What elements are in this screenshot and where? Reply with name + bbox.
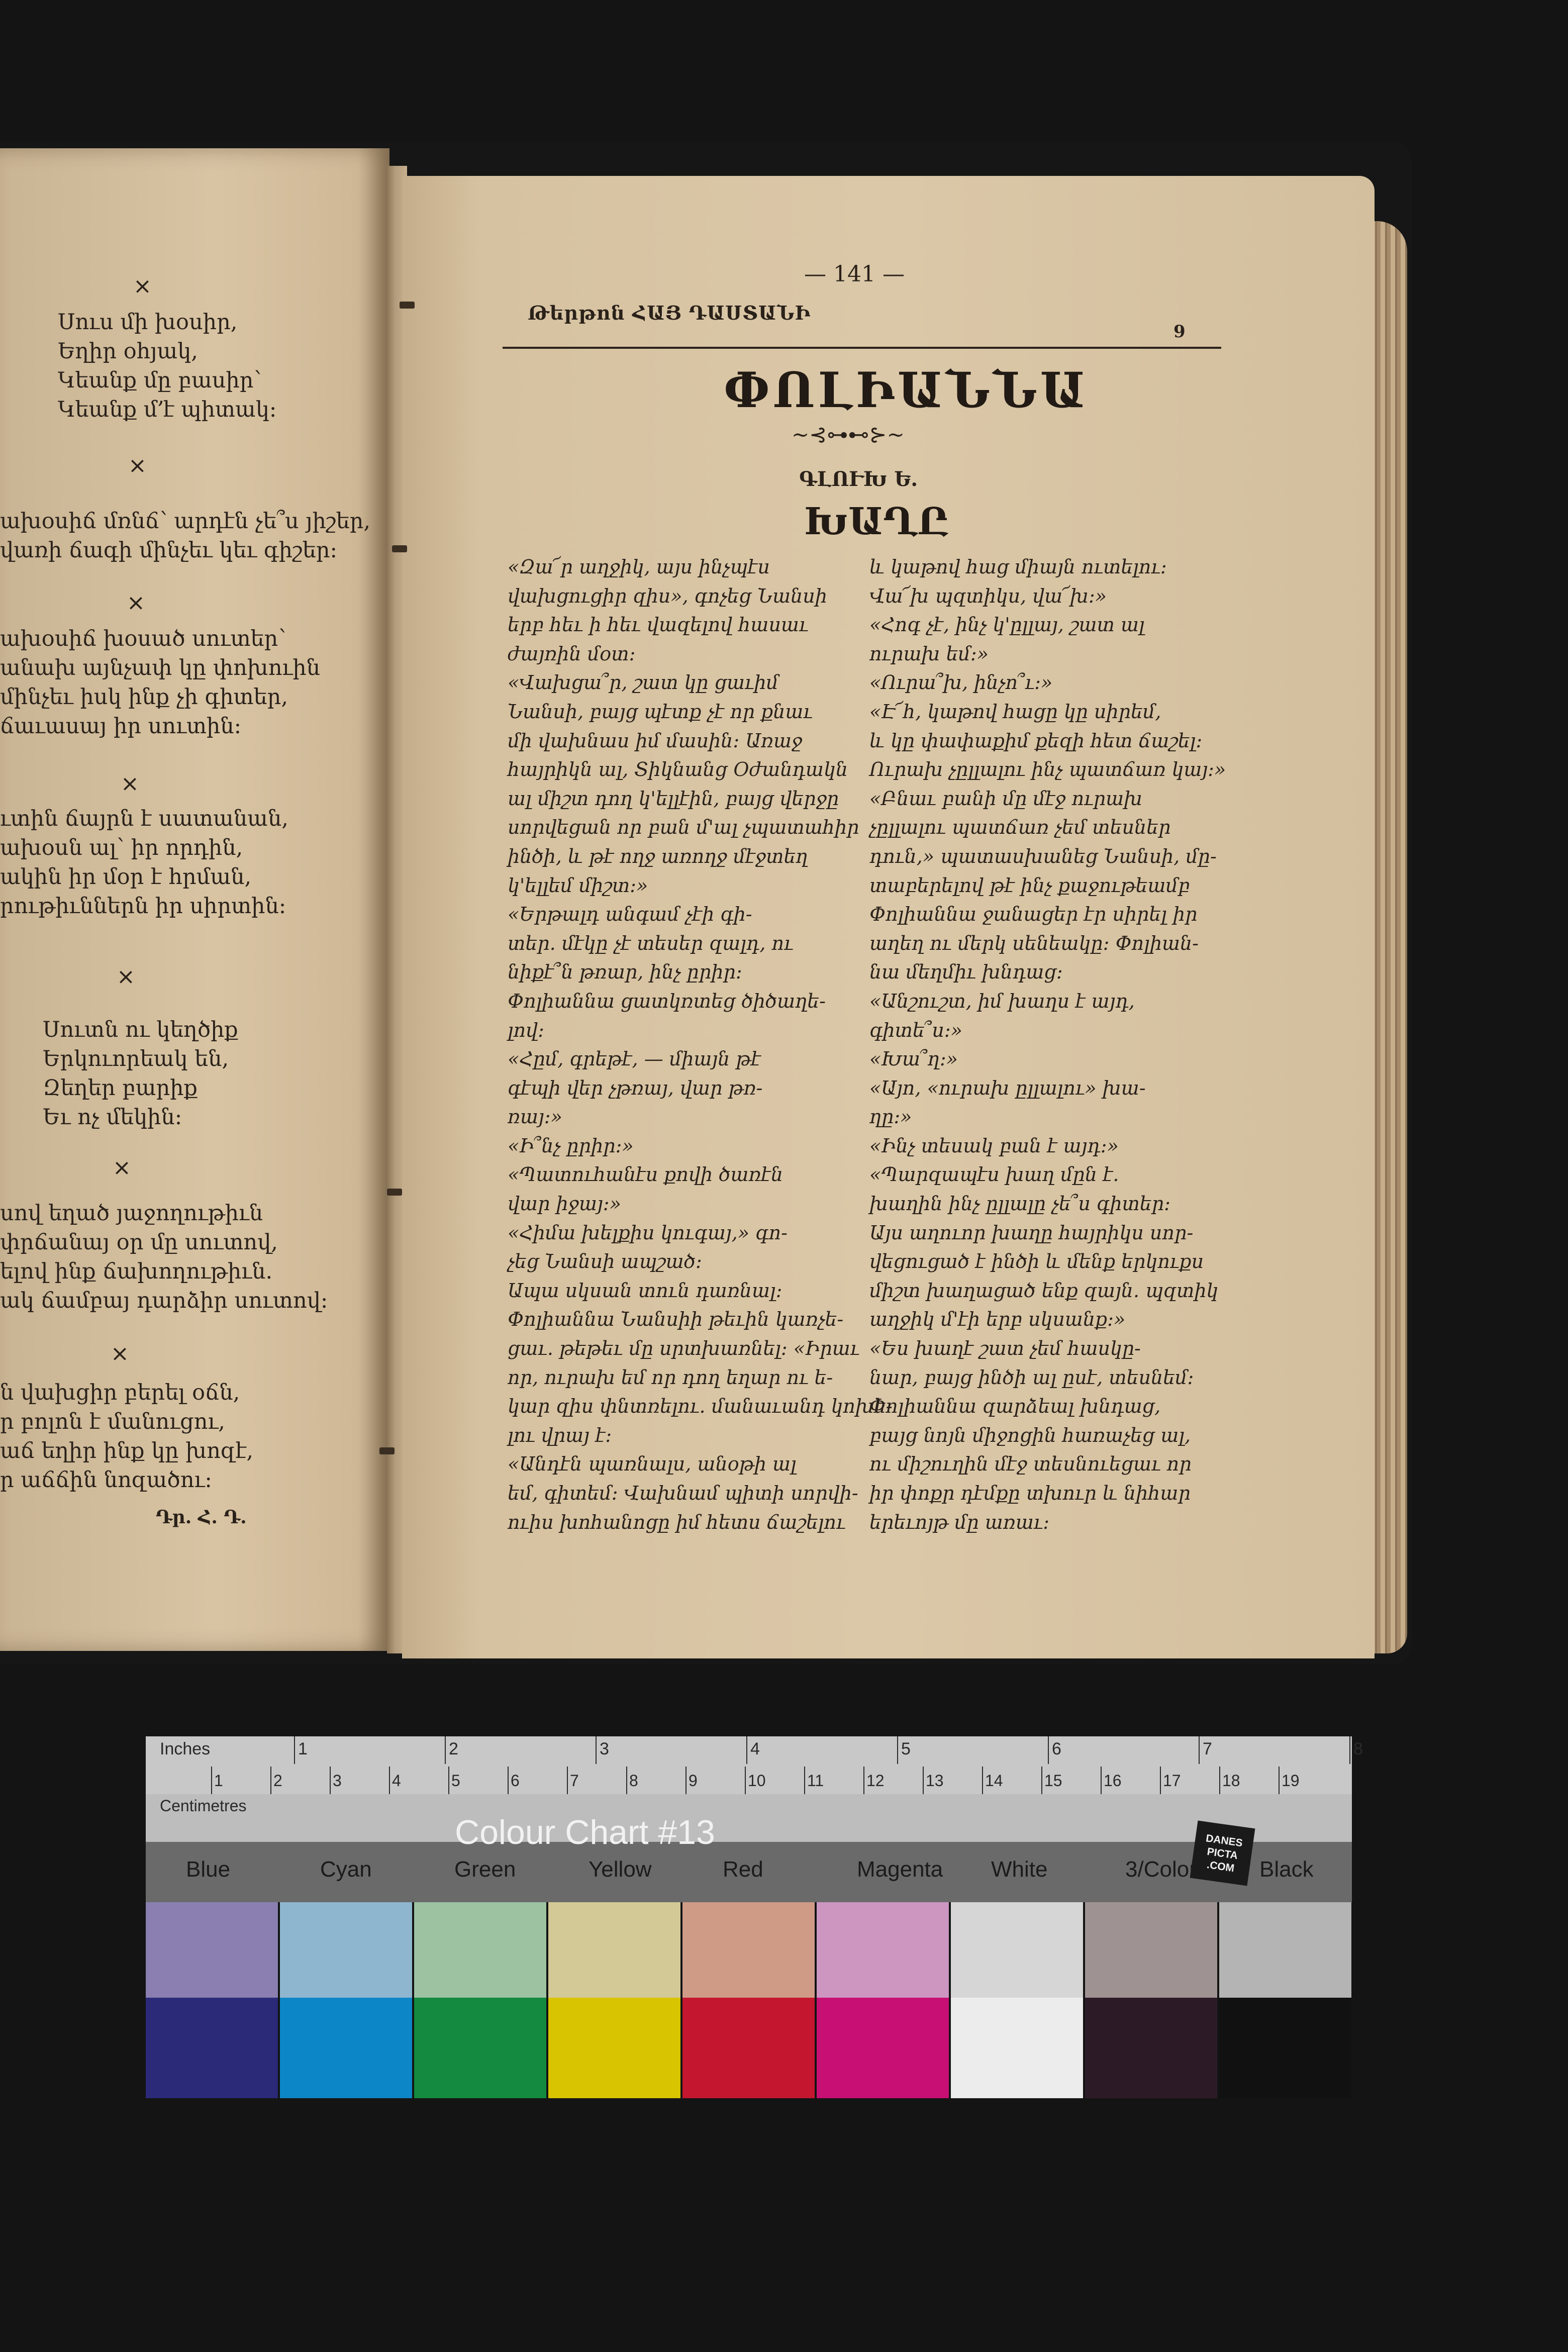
text-line: սորվեցան որ բան մ'ալ չպատահիր	[508, 816, 859, 839]
color-name-label: Cyan	[320, 1857, 372, 1882]
cm-number: 13	[926, 1772, 944, 1790]
cm-number: 1	[214, 1772, 223, 1790]
text-line: երբ հեւ ի հեւ վազելով հասաւ	[508, 614, 809, 636]
cm-tick	[270, 1767, 271, 1794]
color-name-label: Blue	[186, 1857, 231, 1882]
text-line: մինչեւ իսկ ինք չի գիտեր,	[0, 684, 288, 710]
color-chart	[146, 1736, 1363, 2098]
text-line: գէպի վեր չթռայ, վար թռ-	[508, 1076, 763, 1099]
color-patch-light	[682, 1902, 815, 1998]
color-name-label: Green	[454, 1857, 516, 1882]
cm-tick	[982, 1767, 983, 1794]
separator-mark: ×	[133, 273, 152, 299]
text-line: վեցուցած է ինծի և մենք երկուքս	[869, 1250, 1204, 1273]
inch-number: 2	[449, 1739, 458, 1758]
text-line: աճ եղիր ինք կը խոզէ,	[0, 1438, 254, 1463]
brand-logo: DANES PICTA .COM	[1190, 1821, 1255, 1886]
separator-mark: ×	[128, 453, 147, 478]
text-line: բայց նոյն միջոցին հառաչեց ալ,	[869, 1424, 1191, 1446]
text-line: փրճանայ օր մը սուտով,	[0, 1230, 278, 1255]
text-line: ժայռին մօտ:	[508, 642, 636, 665]
text-line: նիքէ՞ն թռար, ինչ ըրիր:	[508, 961, 742, 984]
text-line: «Հոգ չէ, ինչ կ'ըլլայ, շատ ալ	[869, 614, 1145, 636]
cm-number: 12	[866, 1772, 885, 1790]
text-line: Այս աղուոր խաղը հայրիկս սոր-	[869, 1221, 1194, 1244]
inch-tick	[897, 1736, 898, 1764]
color-patch-dark	[548, 1998, 680, 2098]
text-line: ր բոլոն է մանուցու,	[0, 1409, 225, 1434]
cm-tick	[508, 1767, 509, 1794]
text-line: «Ես խաղէ շատ չեմ հասկը-	[869, 1337, 1141, 1360]
text-line: «Վախցա՞ր, շատ կը ցաւիմ	[508, 671, 779, 694]
signature-mark: 9	[1173, 322, 1186, 342]
text-line: ու միշուղին մէջ տեսնուեցաւ որ	[869, 1453, 1192, 1476]
cm-number: 4	[392, 1772, 401, 1790]
color-patch-dark	[817, 1998, 949, 2098]
separator-mark: ×	[121, 771, 139, 797]
text-line: Փոլիաննա Նանսիի թեւին կառչե-	[508, 1308, 844, 1331]
text-line: ալ միշտ դող կ'ելլէին, բայց վերջը	[508, 787, 839, 810]
text-line: ր աճճին նոզածու:	[0, 1467, 212, 1493]
text-line: լու վրայ է:	[508, 1424, 612, 1446]
cm-number: 16	[1104, 1772, 1122, 1790]
separator-mark: ×	[117, 964, 135, 990]
text-line: որ, ուրախ եմ որ դող եղար ու ե-	[508, 1366, 833, 1389]
text-line: միշտ խաղացած ենք զայն. պզտիկ	[869, 1279, 1219, 1302]
stanza-line: Սուս մի խօսիր,	[58, 310, 238, 335]
cm-number: 17	[1163, 1772, 1181, 1790]
inch-number: 6	[1052, 1739, 1061, 1758]
cm-tick	[389, 1767, 390, 1794]
color-patch-dark	[682, 1998, 815, 2098]
cm-number: 5	[451, 1772, 460, 1790]
inch-tick	[294, 1736, 295, 1764]
color-patch-light	[146, 1902, 278, 1998]
text-line: դուն,» պատասխանեց Նանսի, մը-	[869, 845, 1217, 867]
color-patch-light	[414, 1902, 546, 1998]
cm-tick	[626, 1767, 627, 1794]
text-line: խաղին ինչ ըլլալը չե՞ս գիտեր:	[869, 1193, 1170, 1215]
cm-number: 2	[273, 1772, 282, 1790]
inch-number: 5	[901, 1739, 911, 1758]
stanza-line: Երկուորեակ են,	[43, 1046, 229, 1071]
text-line: ցաւ. թեթեւ մը սրտխառնել: «Իրաւ	[508, 1337, 860, 1360]
cm-number: 6	[511, 1772, 520, 1790]
cm-tick	[1279, 1767, 1280, 1794]
text-line: և կաթով հաց միայն ուտելու:	[869, 556, 1167, 578]
cm-tick	[330, 1767, 331, 1794]
cm-tick	[1160, 1767, 1161, 1794]
color-name-label: Yellow	[589, 1857, 652, 1882]
color-name-label: White	[991, 1857, 1048, 1882]
color-patch-light	[1085, 1902, 1217, 1998]
color-name-label: Red	[723, 1857, 763, 1882]
cm-tick	[211, 1767, 212, 1794]
chapter-title: ԽԱՂԸ	[804, 500, 949, 543]
inch-number: 7	[1203, 1739, 1212, 1758]
text-line: չըլլալու պատճառ չեմ տեսներ	[869, 816, 1171, 839]
text-line: ղը:»	[869, 1106, 912, 1128]
cm-tick	[567, 1767, 568, 1794]
text-line: Ուրախ չըլլալու ինչ պատճառ կայ:»	[869, 758, 1226, 781]
text-line: «Անշուշտ, իմ խաղս է այդ,	[869, 990, 1135, 1012]
text-line: «Խա՞ղ:»	[869, 1048, 958, 1070]
cm-number: 19	[1282, 1772, 1300, 1790]
text-line: աղեղ ու մերկ սենեակը: Փոլիան-	[869, 932, 1199, 954]
cm-tick	[448, 1767, 449, 1794]
text-line: նա մեղմիւ խնդաց:	[869, 961, 1063, 984]
cm-number: 7	[570, 1772, 579, 1790]
title-ornament: ~⊰⊶⊷⊱~	[792, 422, 905, 447]
inch-tick	[1199, 1736, 1200, 1764]
stanza-line: Եղիր օհյակ,	[58, 339, 198, 364]
cm-label: Centimetres	[160, 1797, 247, 1815]
text-line: տաբերելով թէ ինչ քաջութեամբ	[869, 874, 1190, 897]
text-column-right	[869, 553, 1226, 1537]
text-line: ախօսիճ մռնճ՝ արդէն չե՞ս յիշեր,	[0, 509, 371, 534]
text-line: «Զա՜ր աղջիկ, այս ինչպէս	[508, 556, 770, 578]
page-number: — 141 —	[804, 261, 905, 287]
text-line: տեր. մէկը չէ տեսեր զալդ, ու	[508, 932, 794, 954]
inch-tick	[1048, 1736, 1049, 1764]
text-line: «Այո, «ուրախ ըլլալու» խա-	[869, 1076, 1146, 1099]
cm-number: 11	[807, 1772, 824, 1790]
text-line: աղջիկ մ'էի երբ սկսանք:»	[869, 1308, 1126, 1331]
color-patch-light	[548, 1902, 680, 1998]
text-line: ուիս խոհանոցը իմ հետս ճաշելու	[508, 1511, 846, 1533]
text-line: ռայ:»	[508, 1106, 562, 1128]
text-line: վառի ճագի մինչեւ կեւ գիշեր:	[0, 538, 338, 563]
header-rule	[503, 347, 1221, 349]
color-name-label: Black	[1259, 1857, 1314, 1882]
cm-tick	[863, 1767, 864, 1794]
text-line: «Ինչ տեսակ բան է այդ:»	[869, 1134, 1119, 1157]
text-line: և կը փափաքիմ քեզի հետ ճաշել:	[869, 729, 1203, 752]
chapter-number: ԳԼՈՒԽ Ե.	[799, 467, 918, 491]
gutter-stitch	[392, 545, 407, 552]
text-line: ն վախցիր բերել օճն,	[0, 1380, 240, 1405]
cm-tick	[1219, 1767, 1220, 1794]
color-patch-dark	[1219, 1998, 1351, 2098]
running-head: Թերթոն ՀԱՅ ԴԱՍՏԱՆԻ	[528, 302, 811, 324]
cm-scale	[146, 1794, 1352, 1842]
gutter-stitch	[387, 1189, 402, 1196]
color-patch-light	[1219, 1902, 1351, 1998]
text-line: գիտե՞ս:»	[869, 1019, 962, 1041]
inch-tick	[596, 1736, 597, 1764]
separator-mark: ×	[111, 1341, 129, 1366]
text-line: հայրիկն ալ, Տիկնանց Օժանդակն	[508, 758, 848, 781]
text-line: Նանսի, բայց պէտք չէ որ քնաւ	[508, 700, 813, 723]
text-line: լով:	[508, 1019, 544, 1041]
color-patch-dark	[414, 1998, 546, 2098]
cm-number: 8	[629, 1772, 638, 1790]
author-signature: Դր. Հ. Դ.	[156, 1507, 247, 1528]
text-line: սով եղած յաջողութիւն	[0, 1201, 263, 1226]
page-title: ՓՈԼԻԱՆՆԱ	[724, 362, 1089, 419]
cm-number: 14	[985, 1772, 1003, 1790]
cm-number: 9	[689, 1772, 698, 1790]
text-line: ուրախ եմ:»	[869, 642, 989, 665]
cm-tick	[745, 1767, 746, 1794]
cm-number: 10	[748, 1772, 766, 1790]
text-line: «Ի՞նչ ըրիր:»	[508, 1134, 634, 1157]
stanza-line: Եւ ոչ մեկին:	[43, 1105, 182, 1130]
text-line: մի վախնաս իմ մասին: Առաջ	[508, 729, 803, 752]
text-line: կար զիս փնտռելու. մանաւանդ կոխե-	[508, 1395, 893, 1418]
cm-tick	[923, 1767, 924, 1794]
text-line: Փոլիաննա ջանացեր էր սիրել իր	[869, 903, 1198, 926]
stanza-line: Կեանք մը բասիր՝	[58, 368, 262, 393]
text-line: անախ այնչափ կը փոխուին	[0, 655, 321, 680]
separator-mark: ×	[113, 1155, 131, 1181]
text-line: «Է՜հ, կաթով հացը կը սիրեմ,	[869, 700, 1161, 723]
text-line: վախցուցիր զիս», գոչեց Նանսի	[508, 584, 827, 607]
inch-tick	[746, 1736, 747, 1764]
inches-label: Inches	[160, 1739, 211, 1758]
text-line: «Բնաւ բանի մը մէջ ուրախ	[869, 787, 1143, 810]
stanza-line: Սուտն ու կեղծիք	[43, 1017, 238, 1042]
cm-number: 18	[1222, 1772, 1240, 1790]
cm-tick	[685, 1767, 687, 1794]
text-line: ակ ճամբայ դարձիր սուտով:	[0, 1288, 328, 1313]
text-line: «Երթալդ անգամ չէի գի-	[508, 903, 752, 926]
inch-number: 8	[1353, 1739, 1363, 1758]
color-patch-light	[817, 1902, 949, 1998]
text-line: վար իջայ:»	[508, 1193, 621, 1215]
cm-number: 15	[1044, 1772, 1062, 1790]
color-patch-light	[280, 1902, 412, 1998]
text-line: ակին իր մօր է հրման,	[0, 864, 252, 890]
inch-tick	[445, 1736, 446, 1764]
text-line: «Հըմ, գրեթէ, — միայն թէ	[508, 1048, 761, 1070]
inch-number: 3	[600, 1739, 609, 1758]
stanza-line: Կեանք մ՚է պիտակ:	[58, 397, 277, 422]
color-patch-dark	[951, 1998, 1083, 2098]
stanza-line: Զեղեր բարիք	[43, 1075, 198, 1101]
text-line: «Հիմա խելքիս կուգայ,» գո-	[508, 1221, 788, 1244]
text-line: րութիւններն իր սիրտին:	[0, 894, 286, 919]
inch-number: 1	[298, 1739, 308, 1758]
text-line: Փոլիաննա ցատկռտեց ծիծաղե-	[508, 990, 826, 1012]
gutter-stitch	[400, 302, 415, 309]
cm-number: 3	[333, 1772, 342, 1790]
color-name-label: 3/Color	[1125, 1857, 1197, 1882]
cm-tick	[1101, 1767, 1102, 1794]
color-patch-light	[951, 1902, 1083, 1998]
cm-tick	[804, 1767, 805, 1794]
color-patch-dark	[146, 1998, 278, 2098]
text-line: Ապա սկսան տուն դառնալ:	[508, 1279, 782, 1302]
text-line: «Պատուհանէս քովի ծառէն	[508, 1163, 783, 1186]
text-line: երեւոյթ մը առաւ:	[869, 1511, 1050, 1533]
text-line: ախօսիճ խօսած սուտեր՝	[0, 626, 286, 651]
inch-number: 4	[750, 1739, 760, 1758]
color-patch-dark	[1085, 1998, 1217, 2098]
separator-mark: ×	[127, 590, 145, 616]
text-line: «Անդէն պառնալս, անօթի ալ	[508, 1453, 797, 1476]
text-line: «Ուրա՞խ, ինչո՞ւ:»	[869, 671, 1053, 694]
text-line: եմ, գիտեմ: Վախնամ պիտի սորվի-	[508, 1482, 858, 1504]
text-line: նար, բայց ինծի ալ ըսէ, տեսնեմ:	[869, 1366, 1194, 1389]
text-line: իր փոքր դէմքը տխուր և նիհար	[869, 1482, 1191, 1504]
text-line: ախօսն ալ՝ իր որդին,	[0, 835, 243, 860]
text-line: ինծի, և թէ ողջ առողջ մէջտեղ	[508, 845, 808, 867]
text-line: կ'ելլեմ միշտ:»	[508, 874, 648, 897]
gutter-stitch	[379, 1447, 395, 1454]
text-line: չեց Նանսի ապշած:	[508, 1250, 702, 1273]
color-name-label: Magenta	[857, 1857, 943, 1882]
text-line: «Պարզապէս խաղ մըն է.	[869, 1163, 1119, 1186]
text-line: ւտին ճայրն է սատանան,	[0, 806, 288, 831]
color-patch-dark	[280, 1998, 412, 2098]
cm-tick	[1041, 1767, 1042, 1794]
text-line: ճաւասայ իր սուտին:	[0, 714, 242, 739]
text-line: ելով ինք ճախողութիւն.	[0, 1259, 273, 1284]
text-line: Փոլիաննա զարձեալ խնդաց,	[869, 1395, 1161, 1418]
inch-tick	[1349, 1736, 1350, 1764]
chart-title: Colour Chart #13	[455, 1813, 715, 1851]
text-line: Վա՜խ պզտիկս, վա՜խ:»	[869, 584, 1107, 607]
